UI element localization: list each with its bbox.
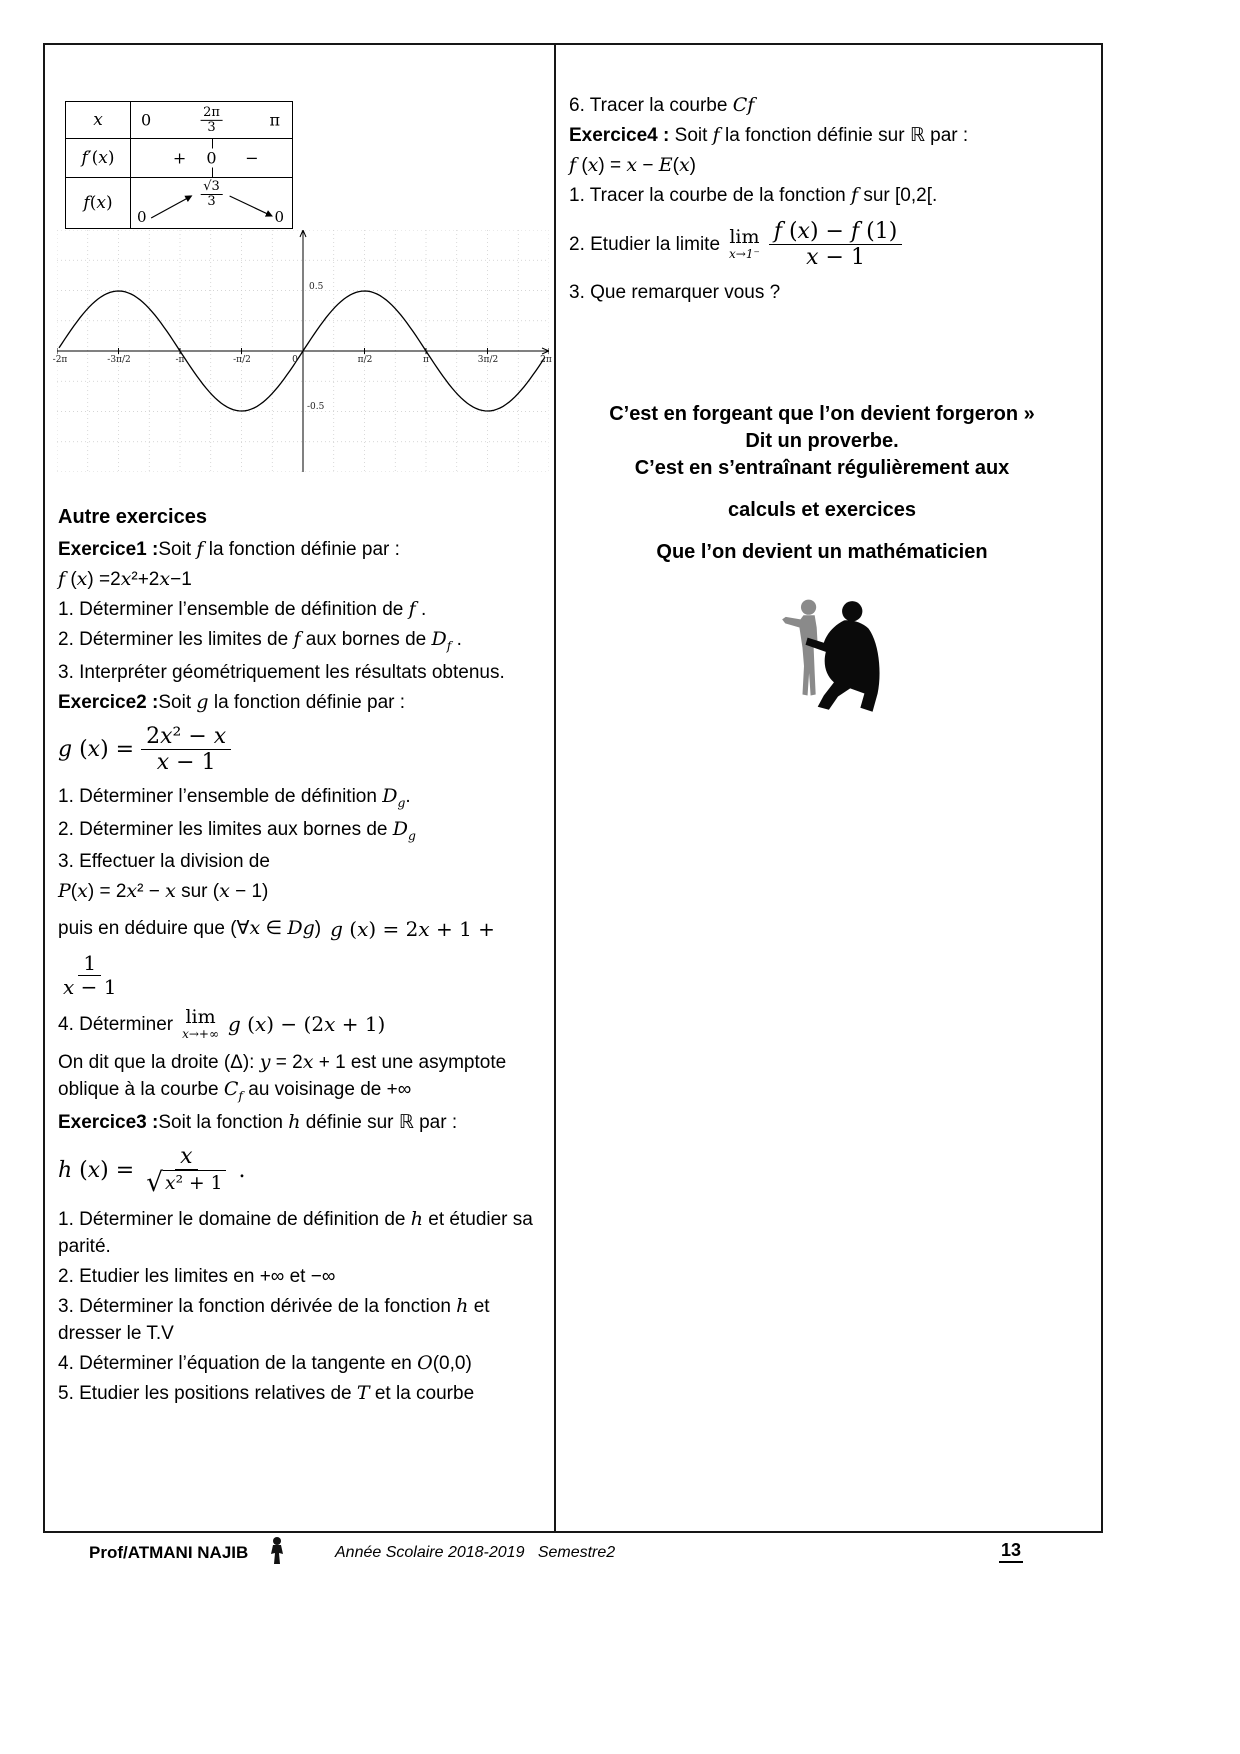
- exercise2-title: [58, 689, 556, 716]
- exercise2-item-2: 2. Déterminer les limites aux bornes de $D_g$: [58, 817, 416, 843]
- f-max-value: $\frac{√3}{3}$: [200, 180, 223, 208]
- exercise2-item-3: 3. Effectuer la division de: [58, 851, 270, 873]
- exercise2-intro: Soit g la fonction définie par :: [158, 690, 406, 713]
- quote-line: C’est en forgeant que l’on devient forgeron »: [609, 403, 1035, 426]
- exercise4-intro: Soit f la fonction définie sur ℝ par :: [674, 124, 969, 147]
- f-end-value: 0: [274, 208, 284, 226]
- sign-plus: +: [172, 148, 187, 168]
- f-row-label: f ( x ): [66, 178, 131, 228]
- exercise3-item-5: 5. Etudier les positions relatives de T et la courbe: [58, 1382, 475, 1405]
- exercise3-formula: [58, 1144, 556, 1198]
- right-column: [569, 89, 1075, 566]
- footer-logo-icon: [265, 1536, 289, 1566]
- difference-quotient-fraction: $\frac{f (x) - f (1)}{x - 1}$: [769, 219, 902, 271]
- x-tick-label: π/2: [357, 355, 373, 365]
- item4-prefix: 4. Déterminer: [58, 1013, 174, 1035]
- x-value-0: 0: [141, 110, 152, 130]
- g-fraction: $\frac{\text{2x² − x}}{x - 1}$: [141, 724, 231, 776]
- exercise3-item-1: 1. Déterminer le domaine de définition de h et étudier sa parité.: [58, 1207, 533, 1257]
- exercise1-item-3: 3. Interpréter géométriquement les résultats obtenus.: [58, 661, 505, 683]
- exercise2-label: Exercice2 :: [58, 691, 159, 713]
- school-year: Année Scolaire 2018-2019 Semestre2: [335, 1544, 616, 1561]
- exercise4-formula: f (x) = x − E(x): [569, 154, 696, 177]
- content-frame: [43, 43, 1103, 1533]
- exercise2-division: P(x) = 2x² − x sur (x − 1): [58, 880, 269, 903]
- deduce-prefix: puis en déduire que (∀x ∈ Dg): [58, 917, 322, 940]
- x-tick-label: π: [423, 355, 429, 365]
- left-column: [58, 503, 556, 1411]
- f-prime-row: [66, 139, 292, 178]
- quote-line: Que l’on devient un mathématicien: [656, 541, 988, 564]
- footer: [43, 1534, 1099, 1572]
- child-silhouette: [782, 600, 818, 696]
- x-tick-label: -π/2: [233, 355, 251, 365]
- page-number: 13: [999, 1540, 1023, 1563]
- x-tick-label: 3π/2: [477, 355, 499, 365]
- exercise1-label: Exercice1 :: [58, 538, 159, 560]
- sign-zero: 0: [206, 148, 217, 168]
- g-lhs: g (x) =: [58, 736, 135, 762]
- quote-line: Dit un proverbe.: [745, 430, 899, 453]
- f-prime-row-values: [131, 139, 292, 177]
- quote-line: C’est en s’entraînant régulièrement aux: [634, 457, 1010, 480]
- function-graph: [52, 230, 552, 472]
- exercise2-item-1: 1. Déterminer l’ensemble de définition $D_g$.: [58, 785, 411, 811]
- exercise3-title: [58, 1109, 556, 1136]
- exercise4-item-2: [569, 219, 1075, 271]
- proverb-quote: [569, 401, 1075, 566]
- exercise1-item-2: 2. Déterminer les limites de f aux bornes de $D_f$ .: [58, 628, 462, 653]
- adult-silhouette: [806, 601, 880, 712]
- f-prime-row-label: f ′( x ): [66, 139, 131, 177]
- quote-line: calculs et exercices: [728, 499, 916, 522]
- sign-minus: −: [245, 148, 259, 168]
- radicand: x² + 1: [163, 1170, 226, 1195]
- exercise4-label: Exercice4 :: [569, 125, 675, 147]
- exercise3-item-2: 2. Etudier les limites en +∞ et −∞: [58, 1265, 336, 1287]
- exercise2-formula: [58, 724, 556, 776]
- mentor-and-child-silhouette-image: [777, 595, 897, 727]
- f-row-values: [131, 178, 292, 228]
- y-axis-label-max: 0.5: [309, 282, 324, 292]
- variation-table: [65, 101, 293, 229]
- x-tick-label: -π: [175, 355, 185, 365]
- exercise1-title: [58, 536, 556, 563]
- x-tick-label: 0: [292, 355, 298, 365]
- f-row: [66, 178, 292, 228]
- x-row-label: x: [66, 102, 131, 138]
- exercise3-label: Exercice3 :: [58, 1111, 159, 1133]
- x-row: [66, 102, 292, 139]
- item2-prefix: 2. Etudier la limite: [569, 233, 721, 255]
- x-tick-label: -2π: [52, 355, 68, 365]
- exercise1-formula: f (x) =2x²+2x−1: [58, 567, 192, 590]
- asymptote-note: On dit que la droite (Δ): y = 2x + 1 est une asymptote oblique à la courbe $C_f$ au voisinage de +∞: [58, 1051, 507, 1104]
- exercise1-item-1: 1. Déterminer l’ensemble de définition de f .: [58, 597, 427, 620]
- exercise3-item-4: 4. Déterminer l’équation de la tangente en O(0,0): [58, 1352, 472, 1375]
- limit-operator: lim x→1⁻: [729, 226, 760, 262]
- radical-sign: √: [146, 1167, 164, 1199]
- exercise3-intro: Soit la fonction h définie sur ℝ par :: [158, 1110, 458, 1133]
- h-lhs: h (x) =: [58, 1158, 135, 1183]
- professor-name: Prof/ATMANI NAJIB: [89, 1543, 249, 1562]
- exercise4-title: [569, 122, 1075, 149]
- exercise3-item-3: 3. Déterminer la fonction dérivée de la fonction h et dresser le T.V: [58, 1295, 490, 1345]
- deduce-fraction: $\frac{1}{x - 1}$: [63, 951, 117, 1000]
- section-heading: Autre exercices: [58, 506, 207, 528]
- h-fraction: x √ x² + 1: [141, 1144, 231, 1198]
- y-axis-label-min: -0.5: [307, 402, 325, 412]
- x-value-2pi-3: $\frac{2\pi}{3}$: [200, 106, 223, 134]
- x-value-pi: π: [269, 110, 280, 130]
- exercise3-item-6: 6. Tracer la courbe Cf: [569, 94, 755, 116]
- graph-canvas: [57, 230, 549, 472]
- formula-period: .: [238, 1158, 246, 1183]
- exercise2-deduce: [58, 915, 556, 1000]
- exercise2-item-4: [58, 1008, 556, 1040]
- exercise4-item-1: 1. Tracer la courbe de la fonction f sur [0,2[.: [569, 184, 938, 207]
- x-row-values: [131, 102, 292, 138]
- limit-operator: lim x→+∞: [182, 1006, 219, 1042]
- x-tick-label: 2π: [540, 355, 552, 365]
- deduce-lhs: g (x) = 2x + 1 +: [330, 916, 495, 941]
- f-start-value: 0: [137, 208, 147, 226]
- limit-expression: g (x) − (2x + 1): [227, 1011, 386, 1036]
- exercise4-item-3: 3. Que remarquer vous ?: [569, 282, 781, 304]
- x-tick-label: -3π/2: [107, 355, 131, 365]
- exercise1-intro: Soit f la fonction définie par :: [158, 537, 400, 560]
